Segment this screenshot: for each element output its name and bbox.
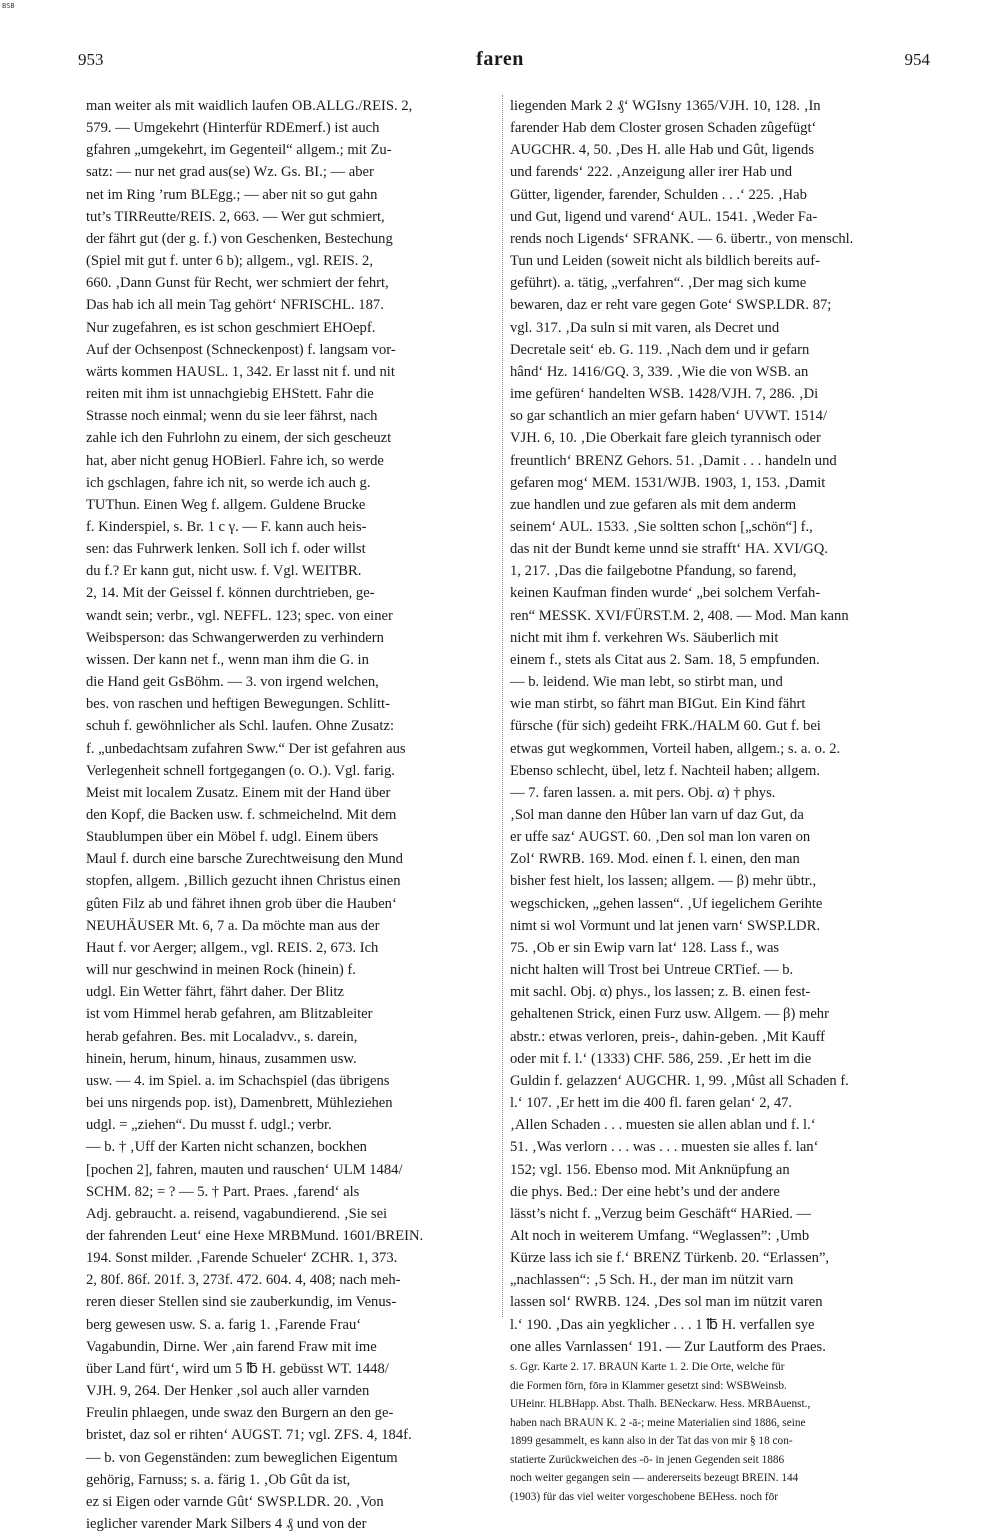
text-line: 2, 14. Mit der Geissel f. können durchtrieben, ge- <box>86 585 375 602</box>
text-line: 1899 gesammelt, es kann also in der Tat das von mir § 18 con- <box>510 1435 793 1448</box>
text-line: Haut f. vor Aerger; allgem., vgl. REIS. 2, 673. Ich <box>86 939 379 956</box>
text-line: lassen sol‘ RWRB. 124. ‚Des sol man im nützit varen <box>510 1294 823 1311</box>
text-line: und Gut, ligend und varend‘ AUL. 1541. ‚Weder Fa- <box>510 208 818 225</box>
text-line: fürsche (für sich) gedeiht FRK./HALM 60. Gut f. bei <box>510 718 821 735</box>
text-line: [pochen 2], fahren, mauten und rauschen‘ ULM 1484/ <box>86 1161 403 1178</box>
text-line: hat, aber nicht genug HOBierl. Fahre ich, so werde <box>86 452 384 469</box>
text-line: hând‘ Hz. 1416/GQ. 3, 339. ‚Wie die von WSB. an <box>510 363 809 380</box>
text-line: ez si Eigen oder varnde Gût‘ SWSP.LDR. 20. ‚Von <box>86 1493 384 1510</box>
text-line: „nachlassen“: ‚5 Sch. H., der man im nützit varn <box>510 1272 794 1289</box>
text-line: Maul f. durch eine barsche Zurechtweisung den Mund <box>86 851 403 868</box>
text-line: — b. † ‚Uff der Karten nicht schanzen, bockhen <box>86 1139 367 1156</box>
text-line: reiten mit ihm ist unnachgiebig EHStett. Fahr die <box>86 386 374 403</box>
text-line: schuh f. gewöhnlicher als Schl. laufen. Ohne Zusatz: <box>86 718 395 735</box>
text-line: 51. ‚Was verlorn . . . was . . . muesten sie alles f. lan‘ <box>510 1139 819 1156</box>
text-line: man weiter als mit waidlich laufen OB.ALLG./REIS. 2, <box>86 98 413 114</box>
text-line: Staublumpen über ein Möbel f. udgl. Einem übers <box>86 829 379 846</box>
text-line: Das hab ich all mein Tag gehört‘ NFRISCHL. 187. <box>86 297 384 314</box>
text-line: noch weiter gegangen sein — andererseits bezeugt BREIN. 144 <box>510 1472 799 1485</box>
text-line: wegschicken, „gehen lassen“. ‚Uf iegelichem Gerihte <box>510 895 823 912</box>
text-line: VJH. 9, 264. Der Henker ‚sol auch aller varnden <box>86 1383 370 1400</box>
text-line: den Kopf, die Backen usw. f. schmeichelnd. Mit dem <box>86 807 397 823</box>
text-line: zue handlen und zue gefaren als mit dem anderm <box>510 496 797 513</box>
text-line: NEUHÄUSER Mt. 6, 7 a. Da möchte man aus der <box>86 917 380 934</box>
text-line: ‚Sol man danne den Hûber lan varn uf daz Gut, da <box>510 807 804 823</box>
text-line: freuntlich‘ BRENZ Gehors. 51. ‚Damit . . . handeln und <box>510 452 837 469</box>
text-line: VJH. 6, 10. ‚Die Oberkait fare gleich tyrannisch oder <box>510 430 821 447</box>
text-line: SCHM. 82; = ? — 5. † Part. Praes. ‚farend‘ als <box>86 1183 360 1200</box>
text-line: tut’s TIRReutte/REIS. 2, 663. — Wer gut schmiert, <box>86 208 385 225</box>
text-line: bisher fest hielt, los lassen; allgem. — β) mehr übtr., <box>510 873 817 890</box>
text-line: gehörig, Farnuss; s. a. färig 1. ‚Ob Gût da ist, <box>86 1471 351 1488</box>
text-line: 152; vgl. 156. Ebenso mod. Mit Anknüpfung an <box>510 1161 790 1178</box>
text-line: du f.? Er kann gut, nicht usw. f. Vgl. WEITBR. <box>86 563 362 580</box>
text-line: gûten Filz ab und fähret ihnen grob über die Hauben‘ <box>86 895 397 912</box>
text-line: Strasse noch einmal; wenn du sie leer fährst, nach <box>86 408 378 425</box>
text-line: 1, 217. ‚Das die failgebotne Pfandung, so farend, <box>510 563 797 580</box>
text-line: bewaren, daz er reht vare gegen Gote‘ SWSP.LDR. 87; <box>510 297 832 314</box>
text-line: das nit der Bundt keme unnd sie strafft‘ HA. XVI/GQ. <box>510 541 828 558</box>
text-line: net im Ring ’rum BLEgg.; — aber nit so gut gahn <box>86 186 378 203</box>
text-line: 75. ‚Ob er sin Ewip varn lat‘ 128. Lass f., was <box>510 939 780 956</box>
text-line: hinein, herum, hinum, hinaus, zusammen usw. <box>86 1050 357 1067</box>
right-column <box>510 95 924 1504</box>
text-line: Vagabundin, Dirne. Wer ‚ain farend Fraw mit ime <box>86 1338 377 1355</box>
text-line: nicht halten will Trost bei Untreue CRTief. — b. <box>510 962 794 979</box>
text-line: haben nach BRAUN K. 2 -ā-; meine Materialien sind 1886, seine <box>510 1416 806 1429</box>
text-line: Zol‘ RWRB. 169. Mod. einen f. l. einen, den man <box>510 851 800 868</box>
text-line: wissen. Der kann net f., wenn man ihm die G. in <box>86 651 369 668</box>
text-line: vgl. 317. ‚Da suln si mit varen, als Decret und <box>510 319 780 336</box>
text-line: TUThun. Einen Weg f. allgem. Guldene Brucke <box>86 496 366 513</box>
text-line: statierte Zurückweichen des -ō- in jenen Gegenden seit 1886 <box>510 1453 785 1466</box>
text-line: Meist mit localem Zusatz. Einem mit der Hand über <box>86 784 391 801</box>
text-line: nimt si wol Vormunt und lat jenen varn‘ SWSP.LDR. <box>510 917 820 934</box>
left-column <box>86 95 497 1532</box>
text-line: farender Hab dem Closter grosen Schaden zûgefügt‘ <box>510 120 817 137</box>
text-line: gehaltenen Strick, einen Furz usw. Allgem. — β) mehr <box>510 1006 829 1023</box>
text-line: Kürze lass ich sie f.‘ BRENZ Türkenb. 20. “Erlassen”, <box>510 1250 830 1267</box>
text-line: l.‘ 190. ‚Das ain yegklicher . . . 1 ℔ H. verfallen sye <box>510 1316 815 1333</box>
text-line: f. „unbedachtsam zufahren Sww.“ Der ist gefahren aus <box>86 740 406 757</box>
text-line: reren dieser Stellen sind sie zauberkundig, im Venus- <box>86 1294 397 1311</box>
text-line: einem f., stets als Citat aus 2. Sam. 18, 5 empfunden. <box>510 651 820 668</box>
headword: faren <box>476 48 524 70</box>
text-line: — 7. faren lassen. a. mit pers. Obj. α) † phys. <box>510 784 776 801</box>
text-line: Freulin phlaegen, unde swaz den Burgern an den ge- <box>86 1405 394 1422</box>
text-line: gefaren mog‘ MEM. 1531/WJB. 1903, 1, 153. ‚Damit <box>510 474 826 491</box>
text-line: rends noch Ligends‘ SFRANK. — 6. übertr., von menschl. <box>510 230 854 247</box>
text-line: geführt). a. tätig, „verfahren“. ‚Der mag sich kume <box>510 275 807 292</box>
text-line: ren“ MESSK. XVI/FÜRST.M. 2, 408. — Mod. Man kann <box>510 607 849 624</box>
text-line: nicht mit ihm f. verkehren Ws. Säuberlich mit <box>510 629 779 646</box>
page-header <box>0 46 1000 76</box>
library-mark: BSB <box>2 2 15 10</box>
text-line: l.‘ 107. ‚Er hett im die 400 fl. faren gelan‘ 2, 47. <box>510 1095 793 1112</box>
text-line: sen: das Fuhrwerk lenken. Soll ich f. oder willst <box>86 541 366 558</box>
text-line: der fahrenden Leut‘ eine Hexe MRBMund. 1601/BREIN. <box>86 1227 424 1244</box>
text-line: wärts kommen HAUSL. 1, 342. Er lasst nit f. und nit <box>86 363 395 380</box>
text-line: der fährt gut (der g. f.) von Geschenken, Bestechung <box>86 230 393 247</box>
text-line: mit sachl. Obj. α) phys., los lassen; z. B. einen fest- <box>510 984 811 1001</box>
text-line: Tun und Leiden (soweit nicht als bildlich bereits auf- <box>510 253 820 270</box>
text-line: (Spiel mit gut f. unter 6 b); allgem., vgl. REIS. 2, <box>86 253 373 270</box>
column-divider <box>502 95 504 1317</box>
text-line: die Hand geit GsBöhm. — 3. von irgend welchen, <box>86 674 379 691</box>
text-line: berg gewesen usw. S. a. farig 1. ‚Farende Frau‘ <box>86 1316 362 1333</box>
text-line: s. Ggr. Karte 2. 17. BRAUN Karte 1. 2. Die Orte, welche für <box>510 1360 785 1373</box>
text-line: — b. von Gegenständen: zum beweglichen Eigentum <box>86 1449 398 1466</box>
text-line: (1903) für das viel weiter vorgeschobene BEHess. noch fōr <box>510 1491 779 1504</box>
text-line: usw. — 4. im Spiel. a. im Schachspiel (das übrigens <box>86 1072 390 1089</box>
text-line: 2, 80f. 86f. 201f. 3, 273f. 472. 604. 4, 408; nach meh- <box>86 1272 401 1289</box>
text-line: bristet, daz sol er rihten‘ AUGST. 71; vgl. ZFS. 4, 184f. <box>86 1427 412 1444</box>
text-line: Decretale seit‘ eb. G. 119. ‚Nach dem und ir gefarn <box>510 341 810 358</box>
text-line: UHeinr. HLBHapp. Abst. Thalh. BENeckarw. Hess. MRBAuenst., <box>510 1398 811 1411</box>
text-line: udgl. = „ziehen“. Du musst f. udgl.; verbr. <box>86 1117 332 1134</box>
text-line: und farends‘ 222. ‚Anzeigung aller irer Hab und <box>510 164 793 181</box>
text-line: liegenden Mark 2 ₰‘ WGIsny 1365/VJH. 10, 128. ‚In <box>510 98 821 114</box>
text-line: wie man stirbt, so fährt man BIGut. Ein Kind fährt <box>510 696 806 713</box>
text-line: er uffe saz‘ AUGST. 60. ‚Den sol man lon varen on <box>510 829 811 846</box>
text-line: ‚Allen Schaden . . . muesten sie allen ablan und f. l.‘ <box>510 1117 816 1134</box>
text-line: herab gefahren. Bes. mit Localadvv., s. darein, <box>86 1028 358 1045</box>
text-line: Gütter, ligender, farender, Schulden . . .‘ 225. ‚Hab <box>510 186 807 203</box>
text-line: oder mit f. l.‘ (1333) CHF. 586, 259. ‚Er hett im die <box>510 1050 812 1067</box>
text-line: wandt sein; verbr., vgl. NEFFL. 123; spec. von einer <box>86 607 393 624</box>
text-line: abstr.: etwas verloren, preis-, dahin-geben. ‚Mit Kauff <box>510 1028 826 1045</box>
text-line: Adj. gebraucht. a. reisend, vagabundierend. ‚Sie sei <box>86 1205 388 1222</box>
text-line: 579. — Umgekehrt (Hinterfür RDEmerf.) ist auch <box>86 120 380 137</box>
text-line: 660. ‚Dann Gunst für Recht, wer schmiert der fehrt, <box>86 275 389 292</box>
text-line: ich gschlagen, fahre ich nit, so werde ich auch g. <box>86 474 371 491</box>
text-line: Ebenso schlecht, übel, letz f. Nachteil haben; allgem. <box>510 762 821 779</box>
text-line: gfahren „umgekehrt, im Gegenteil“ allgem.; mit Zu- <box>86 142 392 159</box>
text-line: bes. von raschen und heftigen Bewegungen. Schlitt- <box>86 696 390 713</box>
text-line: Guldin f. gelazzen‘ AUGCHR. 1, 99. ‚Mûst all Schaden f. <box>510 1072 849 1089</box>
text-line: — b. leidend. Wie man lebt, so stirbt man, und <box>510 674 783 691</box>
text-line: so gar schantlich an mier gefarn haben‘ UVWT. 1514/ <box>510 408 828 425</box>
text-line: etwas gut wegkommen, Vorteil haben, allgem.; s. a. o. 2. <box>510 740 841 757</box>
text-line: Alt noch in weiterem Umfang. “Weglassen”: ‚Umb <box>510 1227 810 1244</box>
text-line: Auf der Ochsenpost (Schneckenpost) f. langsam vor- <box>86 341 396 358</box>
page-number-right: 954 <box>904 50 930 69</box>
text-line: one alles Varnlassen‘ 191. — Zur Lautform des Praes. <box>510 1338 826 1355</box>
text-line: ieglicher varender Mark Silbers 4 ₰ und von der <box>86 1516 367 1532</box>
text-line: f. Kinderspiel, s. Br. 1 c γ. — F. kann auch heis- <box>86 518 367 535</box>
text-line: die Formen fōrn, fōrə in Klammer gesetzt sind: WSBWeinsb. <box>510 1379 787 1392</box>
text-line: will nur geschwind in meinen Rock (hinein) f. <box>86 962 356 979</box>
text-line: udgl. Ein Wetter fährt, fährt daher. Der Blitz <box>86 984 344 1001</box>
text-line: zahle ich den Fuhrlohn zu einem, der sich gescheuzt <box>86 430 392 447</box>
text-line: keinen Kaufman finden wurde‘ „bei solchem Verfah- <box>510 585 821 602</box>
text-line: 194. Sonst milder. ‚Farende Schueler‘ ZCHR. 1, 373. <box>86 1250 398 1267</box>
text-line: seinem‘ AUL. 1533. ‚Sie soltten schon [„schön“] f., <box>510 518 813 535</box>
text-line: ime gefüren‘ handelten WSB. 1428/VJH. 7, 286. ‚Di <box>510 386 819 403</box>
text-line: Nur zugefahren, es ist schon geschmiert EHOepf. <box>86 319 376 336</box>
text-line: bei uns nirgends pop. ist), Damenbrett, Mühleziehen <box>86 1095 393 1112</box>
text-line: Weibsperson: das Schwangerwerden zu verhindern <box>86 629 384 646</box>
page-number-left: 953 <box>78 50 104 69</box>
text-line: ist vom Himmel herab gefahren, am Blitzableiter <box>86 1006 373 1023</box>
text-line: über Land fürt‘, wird um 5 ℔ H. gebüsst WT. 1448/ <box>86 1360 389 1377</box>
text-line: satz: — nur net grad aus(se) Wz. Gs. BI.; — aber <box>86 164 374 181</box>
text-line: AUGCHR. 4, 50. ‚Des H. alle Hab und Gût, ligends <box>510 142 815 159</box>
text-line: die phys. Bed.: Der eine hebt’s und der andere <box>510 1183 780 1200</box>
text-line: lässt’s nicht f. „Verzug beim Geschäft“ HARied. — <box>510 1205 812 1222</box>
text-line: Verlegenheit schnell fortgegangen (o. O.). Vgl. farig. <box>86 762 395 779</box>
text-line: stopfen, allgem. ‚Billich gezucht ihnen Christus einen <box>86 873 401 890</box>
